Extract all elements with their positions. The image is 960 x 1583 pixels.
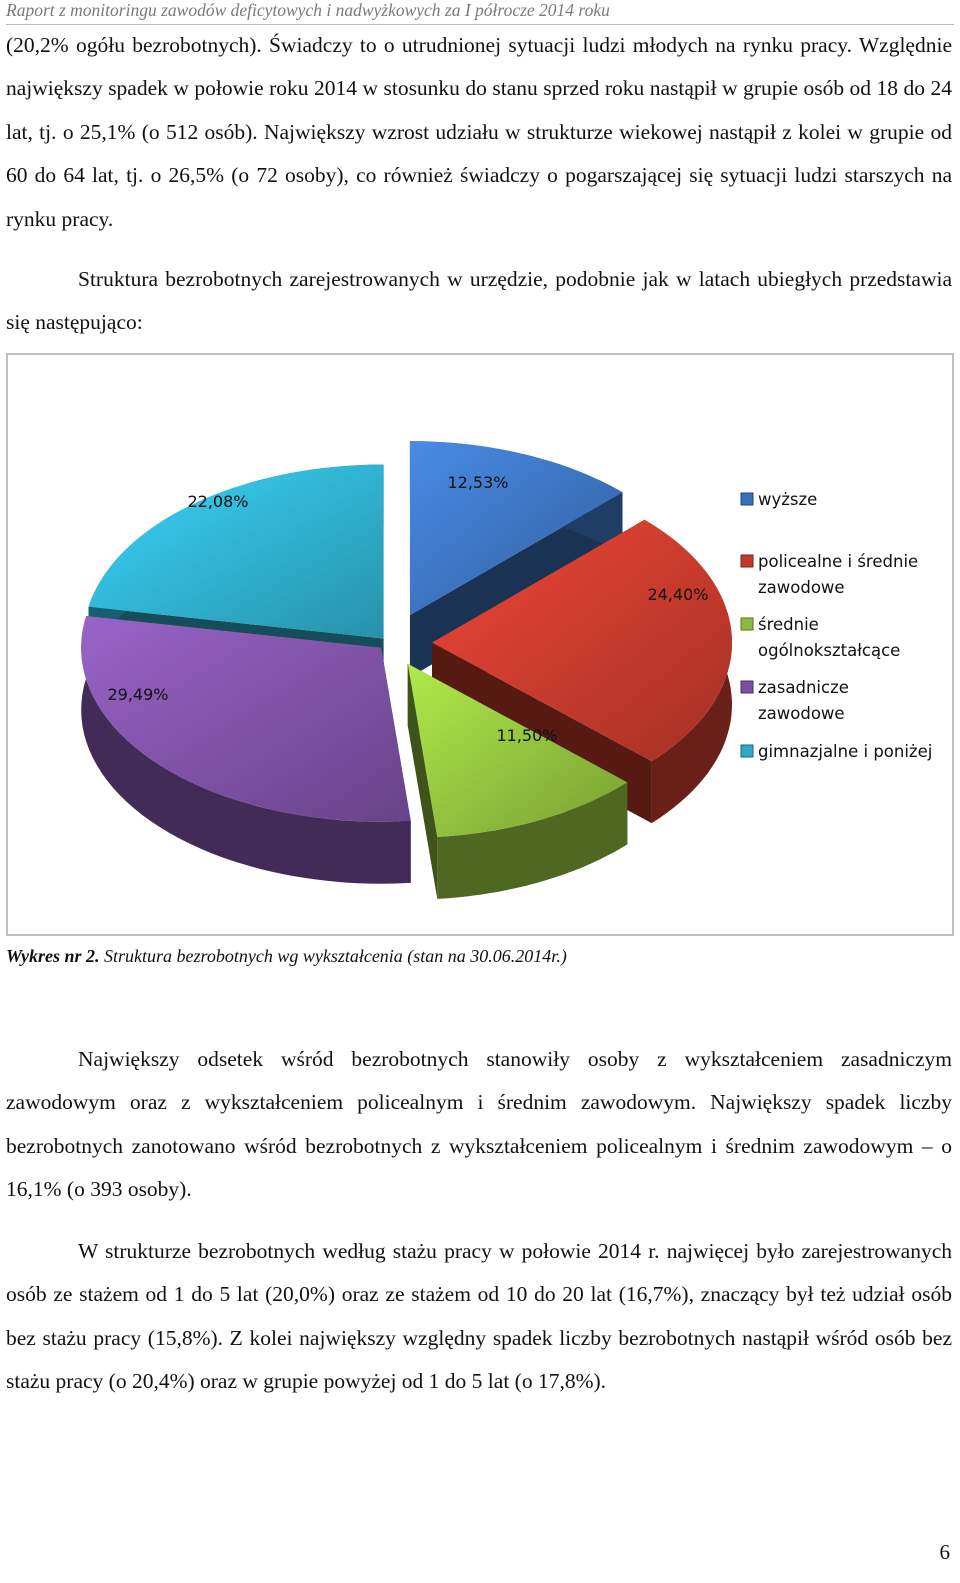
legend-item-3 bbox=[741, 678, 849, 723]
paragraph-age-structure: (20,2% ogółu bezrobotnych). Świadczy to o utrudnionej sytuacji ludzi młodych na rynku pracy. Względnie największy spadek w połowie roku 2014 w stosunku do stanu sprzed roku nastąpił w grupie osób od 18 do 24 lat, tj. o 25,1% (o 512 osób). Największy wzrost udziału w strukturze wiekowej nastąpił z kolei w grupie od 60 do 64 lat, tj. o 26,5% (o 72 osoby), co również świadczy o pogarszającej się sytuacji ludzi starszych na rynku pracy. bbox=[6, 33, 952, 231]
legend-swatch-3 bbox=[741, 681, 753, 693]
pie-chart-svg bbox=[8, 355, 952, 934]
legend-label-2: ogólnokształcące bbox=[758, 641, 901, 660]
legend-item-1 bbox=[741, 552, 918, 597]
legend-label-2: średnie bbox=[758, 615, 819, 634]
paragraph-structure-intro: Struktura bezrobotnych zarejestrowanych w urzędzie, podobnie jak w latach ubiegłych przedstawia się następująco: bbox=[6, 267, 952, 335]
legend-swatch-4 bbox=[741, 745, 753, 757]
legend-label-1: policealne i średnie bbox=[758, 552, 919, 571]
data-label-0: 12,53% bbox=[447, 473, 509, 492]
legend-item-0 bbox=[741, 490, 817, 509]
legend-item-2 bbox=[741, 615, 900, 660]
legend-swatch-1 bbox=[741, 555, 753, 567]
page-number: 6 bbox=[939, 1540, 950, 1564]
legend-label-3: zawodowe bbox=[758, 704, 845, 723]
caption-text: Struktura bezrobotnych wg wykształcenia (stan na 30.06.2014r.) bbox=[99, 946, 567, 966]
legend-label-3: zasadnicze bbox=[758, 678, 849, 697]
legend-label-0: wyższe bbox=[758, 490, 818, 509]
chart-legend bbox=[741, 490, 932, 761]
data-label-3: 29,49% bbox=[107, 685, 169, 704]
legend-swatch-0 bbox=[741, 493, 753, 505]
legend-item-4 bbox=[741, 742, 932, 761]
paragraph-seniority: W strukturze bezrobotnych według stażu pracy w połowie 2014 r. najwięcej było zarejestrowanych osób ze stażem od 1 do 5 lat (20,0%) oraz ze stażem od 10 do 20 lat (16,7%), znaczący był też udział osób bez stażu pracy (15,8%). Z kolei największy względny spadek liczby bezrobotnych nastąpił wśród osób bez stażu pracy (o 20,4%) oraz w grupie powyżej od 1 do 5 lat (o 17,8%). bbox=[6, 1239, 952, 1394]
caption-label: Wykres nr 2. bbox=[6, 946, 100, 966]
running-header: Raport z monitoringu zawodów deficytowych i nadwyżkowych za I półrocze 2014 roku bbox=[6, 0, 954, 25]
paragraph-education: Największy odsetek wśród bezrobotnych stanowiły osoby z wykształceniem zasadniczym zawodowym oraz z wykształceniem policealnym i średnim zawodowym. Największy spadek liczby bezrobotnych zanotowano wśród bezrobotnych z wykształceniem policealnym i średnim zawodowym – o 16,1% (o 393 osoby). bbox=[6, 1047, 952, 1202]
data-label-2: 11,50% bbox=[496, 726, 558, 745]
legend-label-1: zawodowe bbox=[758, 578, 845, 597]
education-pie-chart bbox=[6, 353, 954, 936]
legend-label-4: gimnazjalne i poniżej bbox=[758, 742, 933, 761]
chart-caption bbox=[6, 946, 567, 967]
data-label-1: 24,40% bbox=[647, 585, 709, 604]
data-label-4: 22,08% bbox=[187, 492, 249, 511]
legend-swatch-2 bbox=[741, 618, 753, 630]
